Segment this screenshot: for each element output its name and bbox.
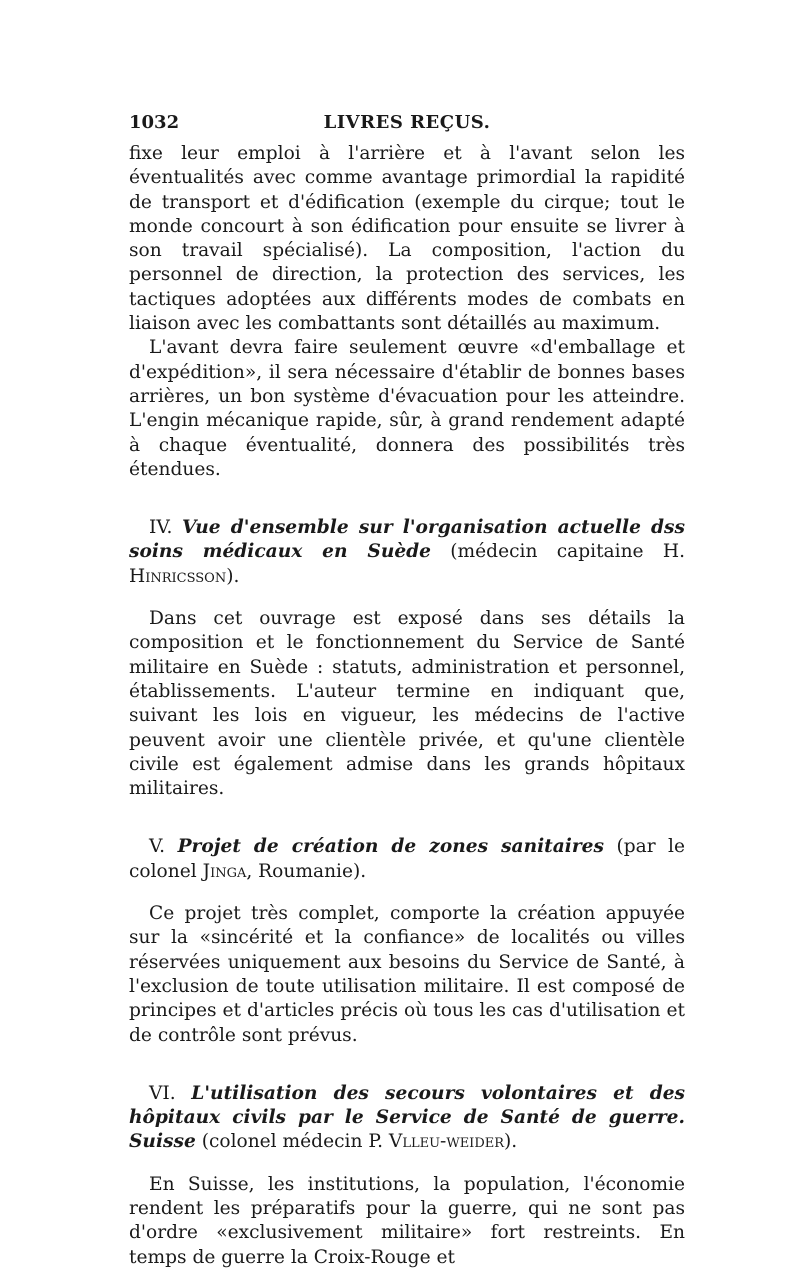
section-6-heading [129,1082,685,1155]
section-6-author-prefix: (colonel médecin P. [201,1131,383,1153]
section-5-body: Ce projet très complet, comporte la création appuyée sur la «sincérité et la confiance» de localités ou villes réservées uniquement aux besoins du Service de Santé, à l'exclusion de toute utilisation militaire. Il est composé de principes et d'articles précis où tous les cas d'utilisation et de contrôle sont prévus. [129,903,685,1046]
section-6-body: En Suisse, les institutions, la population, l'économie rendent les préparatifs pour la guerre, qui ne sont pas d'ordre «exclusivement militaire» fort restreints. En temps de guerre la Croix-Rouge et [129,1173,685,1268]
section-5-author-suffix: , Roumanie). [246,860,367,882]
running-title: LIVRES REÇUS. [323,112,491,133]
section-6-numeral: VI. [149,1082,176,1104]
section-5-title: Projet de création de zones sanitaires [177,836,604,858]
paragraph-avant: L'avant devra faire seulement œuvre «d'emballage et d'expédition», il sera nécessaire d'établir de bonnes bases arrières, un bon système d'évacuation pour les atteindre. L'engin mécanique rapide, sûr, à grand rendement adapté à chaque éventualité, donnera des possibilités très étendues. [129,337,685,480]
section-gap [129,801,685,835]
section-4-title: Vue d'ensemble sur l'organisation actuelle dss soins médicaux en Suède [129,517,685,563]
section-4-author-prefix: (médecin capitaine H. [450,541,685,563]
page-number: 1032 [129,112,180,133]
section-6-title: L'utilisation des secours volontaires et des hôpitaux civils par le Service de Santé de guerre. Suisse [129,1082,685,1153]
section-gap [129,482,685,516]
section-5-author-name: Jinga [202,860,247,882]
page-header [129,112,685,142]
document-page [129,112,685,1270]
section-4-author-name: Hinricsson [129,565,227,587]
section-4-author-suffix: ). [226,565,240,587]
section-6-author-name: Vlleu-weider [388,1131,505,1153]
paragraph-continuation: fixe leur emploi à l'arrière et à l'avant selon les éventualités avec comme avantage primordial la rapidité de transport et d'édification (exemple du cirque; tout le monde concourt à son édification pour ensuite se livrer à son travail spécialisé). La composition, l'action du personnel de direction, la protection des services, les tactiques adoptées aux différents modes de combats en liaison avec les combattants sont détaillés au maximum. [129,143,685,335]
section-5-author-prefix: (par le colonel [129,836,686,882]
section-4-numeral: IV. [149,517,173,539]
section-6-author-suffix: ). [504,1131,518,1153]
section-4-body: Dans cet ouvrage est exposé dans ses détails la composition et le fonctionnement du Service de Santé militaire en Suède : statuts, administration et personnel, établissements. L'auteur termine en indiquant que, suivant les lois en vigueur, les médecins de l'active peuvent avoir une clientèle privée, et qu'une clientèle civile est également admise dans les grands hôpitaux militaires. [129,608,685,800]
section-5-heading [129,835,685,884]
section-gap [129,1048,685,1082]
section-4-heading [129,516,685,589]
section-5-numeral: V. [149,836,166,858]
